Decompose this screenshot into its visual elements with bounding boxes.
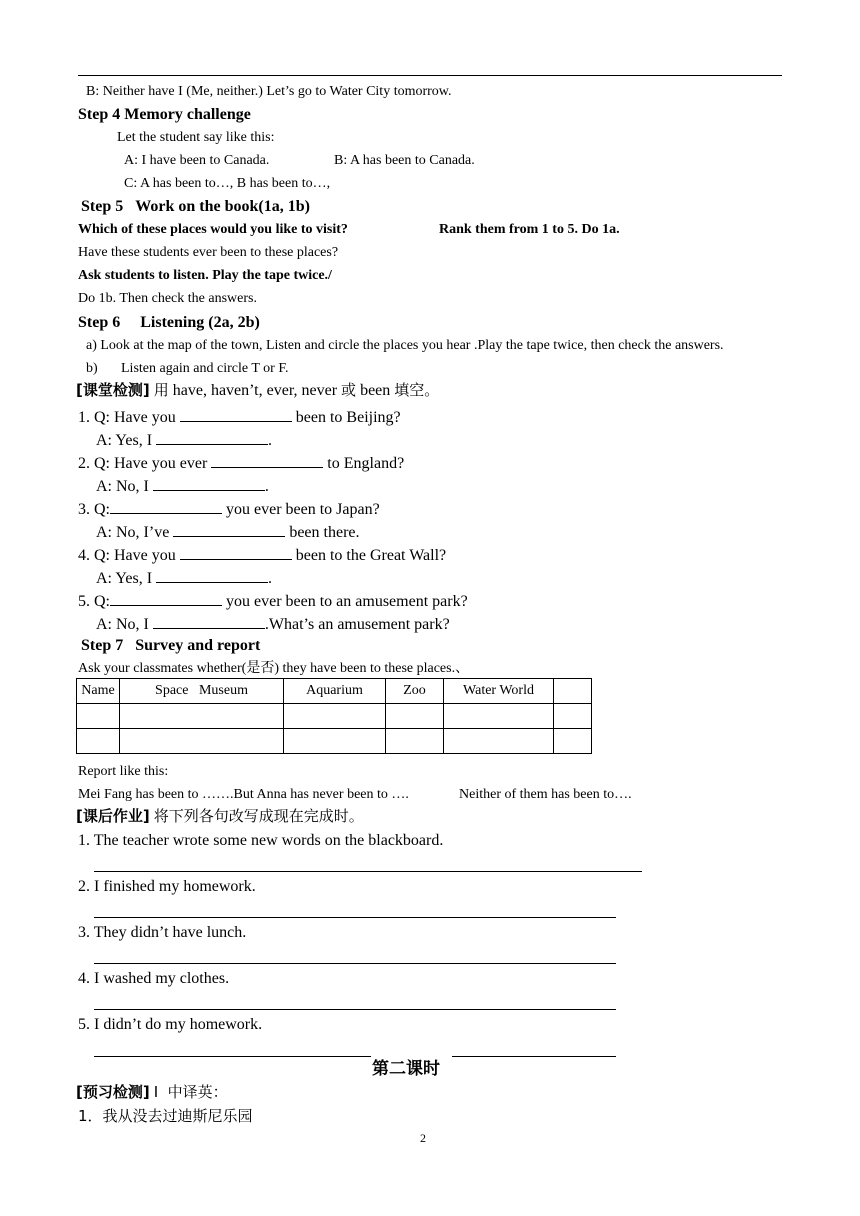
top-rule: [78, 75, 782, 76]
blank[interactable]: [153, 614, 265, 629]
table-cell[interactable]: [554, 704, 592, 729]
homework-bracket: [课后作业]: [76, 807, 150, 825]
homework-item-1: 1. The teacher wrote some new words on the blackboard.: [78, 832, 444, 849]
answer-line[interactable]: [94, 871, 642, 872]
page-number: 2: [420, 1131, 426, 1145]
table-cell[interactable]: [120, 729, 284, 754]
blank[interactable]: [180, 407, 292, 422]
classwork-a4: A: Yes, I .: [96, 570, 273, 587]
answer-line[interactable]: [94, 1056, 371, 1057]
classwork-q2: 2. Q: Have you ever to England?: [78, 455, 405, 472]
step4-title: Step 4 Memory challenge: [78, 106, 251, 123]
answer-line[interactable]: [94, 963, 616, 964]
step7-title: Step 7 Survey and report: [81, 637, 261, 654]
table-cell[interactable]: [284, 704, 386, 729]
homework-item-2: 2. I finished my homework.: [78, 878, 256, 895]
table-cell[interactable]: [386, 704, 444, 729]
step5-line2: Have these students ever been to these places?: [78, 245, 339, 260]
homework-item-3: 3. They didn’t have lunch.: [78, 924, 247, 941]
table-cell[interactable]: [284, 729, 386, 754]
blank[interactable]: [180, 545, 292, 560]
answer-line[interactable]: [452, 1056, 616, 1057]
homework-item-4: 4. I washed my clothes.: [78, 970, 230, 987]
answer-line[interactable]: [94, 917, 616, 918]
blank[interactable]: [156, 430, 268, 445]
classwork-words: have, haven’t, ever, never: [172, 382, 338, 399]
table-cell[interactable]: [386, 729, 444, 754]
lesson2-item-1: 1．我从没去过迪斯尼乐园: [78, 1107, 253, 1125]
answer-line[interactable]: [94, 1009, 616, 1010]
classwork-bracket: [课堂检测]: [76, 381, 150, 399]
table-header-space-museum: Space Museum: [120, 679, 284, 704]
step5-question: Which of these places would you like to visit?: [78, 222, 348, 237]
blank[interactable]: [153, 476, 265, 491]
blank[interactable]: [156, 568, 268, 583]
step4-line-c: C: A has been to…, B has been to…,: [124, 176, 331, 191]
homework-instruction: 将下列各句改写成现在完成时。: [153, 807, 364, 825]
step6-title: Step 6 Listening (2a, 2b): [78, 314, 260, 331]
table-header-row: [77, 679, 592, 704]
lesson2-title: 第二课时: [372, 1059, 440, 1079]
step5-rank: Rank them from 1 to 5. Do 1a.: [439, 222, 620, 237]
step4-line-a: A: I have been to Canada.: [124, 153, 270, 168]
table-cell[interactable]: [77, 729, 120, 754]
step5-line4: Do 1b. Then check the answers.: [78, 291, 257, 306]
lesson2-bracket: [预习检测]: [76, 1083, 150, 1101]
classwork-heading: [76, 383, 439, 399]
report-a: Mei Fang has been to …….But Anna has never been to ….: [78, 787, 409, 802]
classwork-a5: A: No, I .What’s an amusement park?: [96, 616, 450, 633]
table-cell[interactable]: [444, 729, 554, 754]
lesson2-section: I 中译英：: [153, 1083, 228, 1101]
classwork-q1: 1. Q: Have you been to Beijing?: [78, 409, 401, 426]
table-row: [77, 729, 592, 754]
homework-heading: [76, 809, 364, 825]
table-row: [77, 704, 592, 729]
step6-b-text: Listen again and circle T or F.: [121, 361, 289, 376]
step4-line-b: B: A has been to Canada.: [334, 153, 475, 168]
classwork-q5: 5. Q: you ever been to an amusement park?: [78, 593, 468, 610]
table-header-name: Name: [77, 679, 120, 704]
blank[interactable]: [110, 591, 222, 606]
report-label: Report like this:: [78, 764, 169, 779]
lesson2-heading: [76, 1085, 228, 1101]
table-cell[interactable]: [444, 704, 554, 729]
table-header-extra: [554, 679, 592, 704]
homework-item-5: 5. I didn’t do my homework.: [78, 1016, 263, 1033]
classwork-been: been: [360, 382, 391, 399]
blank[interactable]: [211, 453, 323, 468]
classwork-q3: 3. Q: you ever been to Japan?: [78, 501, 380, 518]
classwork-a1: A: Yes, I .: [96, 432, 273, 449]
report-b: Neither of them has been to….: [459, 787, 632, 802]
step5-line3: Ask students to listen. Play the tape twice./: [78, 268, 332, 283]
table-header-aquarium: Aquarium: [284, 679, 386, 704]
step5-title: Step 5 Work on the book(1a, 1b): [81, 198, 310, 215]
table-cell[interactable]: [120, 704, 284, 729]
classwork-or: 或: [341, 381, 357, 399]
table-header-zoo: Zoo: [386, 679, 444, 704]
classwork-pre: 用: [153, 381, 169, 399]
step7-intro: Ask your classmates whether(是否) they have been to these places.、: [78, 661, 470, 676]
dialogue-line: B: Neither have I (Me, neither.) Let’s go to Water City tomorrow.: [86, 84, 452, 99]
survey-table: [76, 678, 592, 754]
table-header-water-world: Water World: [444, 679, 554, 704]
step6-b-label: b): [86, 361, 98, 376]
classwork-fill: 填空。: [394, 381, 440, 399]
step4-intro: Let the student say like this:: [117, 130, 275, 145]
table-cell[interactable]: [77, 704, 120, 729]
table-cell[interactable]: [554, 729, 592, 754]
classwork-a2: A: No, I .: [96, 478, 269, 495]
classwork-q4: 4. Q: Have you been to the Great Wall?: [78, 547, 447, 564]
blank[interactable]: [173, 522, 285, 537]
step6-a: a) Look at the map of the town, Listen and circle the places you hear .Play the tape twice, then check the answers.: [86, 338, 724, 353]
blank[interactable]: [110, 499, 222, 514]
classwork-a3: A: No, I’ve been there.: [96, 524, 360, 541]
